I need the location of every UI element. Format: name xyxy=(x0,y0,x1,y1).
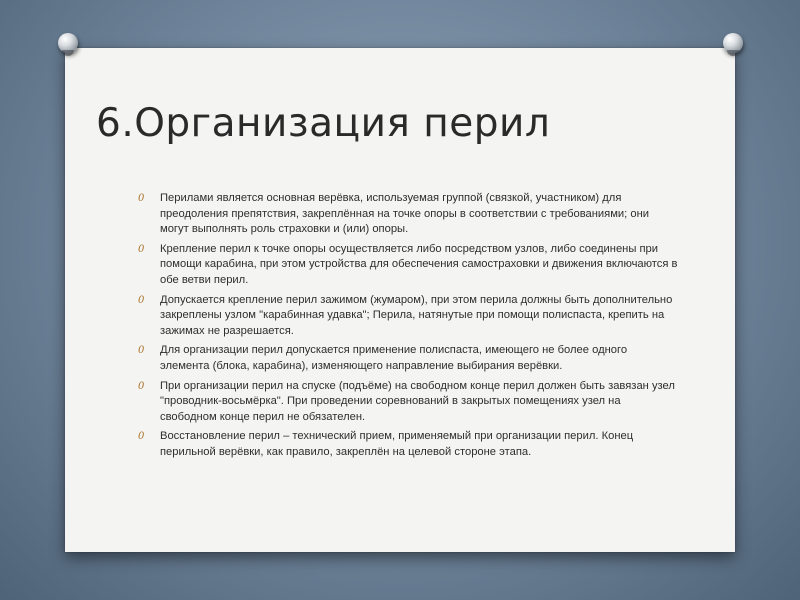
bullet-text: При организации перил на спуске (подъёме) на свободном конце перил должен быть завязан узел "проводник-восьмёрка". При проведении соревнований в закрытых помещениях узел на свободном конце перил не обязателен. xyxy=(160,379,675,423)
bullet-icon: 0 xyxy=(138,345,145,357)
bullet-icon: 0 xyxy=(138,193,145,204)
pushpin-icon xyxy=(723,33,743,53)
bullet-icon: 0 xyxy=(138,431,145,443)
bullet-list xyxy=(138,191,678,465)
bullet-icon: 0 xyxy=(138,243,145,255)
bullet-text: Крепление перил к точке опоры осуществляется либо посредством узлов, либо соединены при помощи карабина, при этом устройства для обеспечения самостраховки и движения включаются в обе ветви перил. xyxy=(160,242,678,286)
bullet-text: Перилами является основная верёвка, используемая группой (связкой, участником) для преодоления препятствия, закреплённая на точке опоры в соответствии с требованиями; они могут выполнять роль страховки и (или) опоры. xyxy=(160,192,650,236)
pushpin-icon xyxy=(58,33,78,53)
bullet-text: Допускается крепление перил зажимом (жумаром), при этом перила должны быть дополнительно закреплены узлом "карабинная удавка"; Перила, натянутые при помощи полиспаста, крепить на зажимах не разрешается. xyxy=(160,293,673,337)
list-item xyxy=(138,242,678,289)
bullet-icon: 0 xyxy=(138,380,145,392)
list-item xyxy=(138,379,678,426)
list-item xyxy=(138,191,678,238)
list-item xyxy=(138,429,678,460)
bullet-text: Для организации перил допускается применение полиспаста, имеющего не более одного элемента (блока, карабина), изменяющего направление выбирания верёвки. xyxy=(160,344,628,372)
list-item xyxy=(138,293,678,340)
slide-title: 6.Организация перил xyxy=(96,101,551,146)
list-item xyxy=(138,343,678,374)
bullet-icon: 0 xyxy=(138,294,145,306)
bullet-text: Восстановление перил – технический прием, применяемый при организации перил. Конец перильной верёвки, как правило, закреплён на целевой стороне этапа. xyxy=(160,430,634,458)
